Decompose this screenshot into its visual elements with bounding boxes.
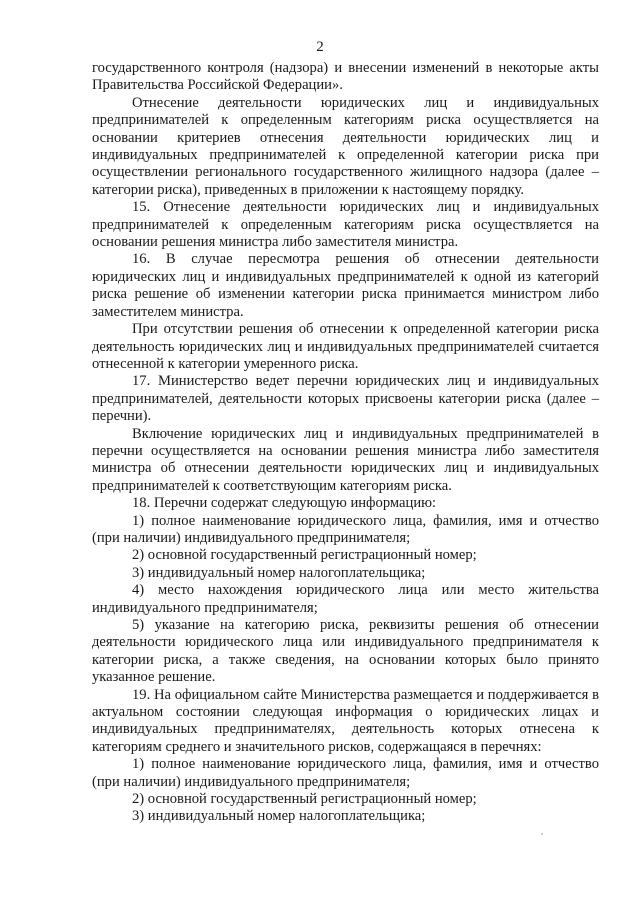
- document-body: [92, 60, 599, 826]
- list-item-18-2: 2) основной государственный регистрационный номер;: [132, 547, 477, 564]
- scan-speck: [541, 833, 543, 835]
- page-number: 2: [316, 39, 324, 55]
- paragraph-18: 18. Перечни содержат следующую информацию:: [132, 495, 437, 512]
- list-item-19-1: 1) полное наименование юридического лица, фамилия, имя и отчество (при наличии) индивидуального предпринимателя;: [92, 756, 599, 790]
- list-item-19-2: 2) основной государственный регистрационный номер;: [132, 791, 477, 808]
- list-item-18-1: 1) полное наименование юридического лица, фамилия, имя и отчество (при наличии) индивидуального предпринимателя;: [92, 512, 599, 546]
- paragraph-risk-assignment: Отнесение деятельности юридических лиц и индивидуальных предпринимателей к определенным категориям риска осуществляется на основании критериев отнесения деятельности юридических лиц и индивидуальных предпринимателей к определенной категории риска при осуществлении регионального государственного жилищного надзора (далее – категории риска), приведенных в приложении к настоящему порядку.: [92, 94, 599, 198]
- paragraph-19: 19. На официальном сайте Министерства размещается и поддерживается в актуальном состоянии следующая информация о юридических лицах и индивидуальных предпринимателях, деятельность которых отнесена к категориям среднего и значительного рисков, содержащаяся в перечнях:: [92, 686, 599, 755]
- paragraph-inclusion: Включение юридических лиц и индивидуальных предпринимателей в перечни осуществляется на основании решения министра либо заместителя министра об отнесении деятельности юридических лиц и индивидуальных предпринимателей к соответствующим категориям риска.: [92, 425, 599, 494]
- paragraph-default-risk: При отсутствии решения об отнесении к определенной категории риска деятельность юридических лиц и индивидуальных предпринимателей считается отнесенной к категории умеренного риска.: [92, 321, 599, 372]
- paragraph-15: 15. Отнесение деятельности юридических лиц и индивидуальных предпринимателей к определенным категориям риска осуществляется на основании решения министра либо заместителя министра.: [92, 199, 599, 251]
- paragraph-continuation: государственного контроля (надзора) и внесении изменений в некоторые акты Правительства Российской Федерации».: [92, 60, 599, 94]
- list-item-19-3: 3) индивидуальный номер налогоплательщика;: [132, 808, 426, 825]
- list-item-18-4: 4) место нахождения юридического лица или место жительства индивидуального предпринимателя;: [92, 582, 599, 616]
- paragraph-17: 17. Министерство ведет перечни юридических лиц и индивидуальных предпринимателей, деятельности которых присвоены категории риска (далее – перечни).: [92, 373, 599, 425]
- list-item-18-5: 5) указание на категорию риска, реквизиты решения об отнесении деятельности юридического лица или индивидуального предпринимателя к категории риска, а также сведения, на основании которых было принято указанное решение.: [92, 617, 599, 686]
- paragraph-16: 16. В случае пересмотра решения об отнесении деятельности юридических лиц и индивидуальных предпринимателей к одной из категорий риска решение об изменении категории риска принимается министром либо заместителем министра.: [92, 251, 599, 320]
- list-item-18-3: 3) индивидуальный номер налогоплательщика;: [132, 564, 426, 581]
